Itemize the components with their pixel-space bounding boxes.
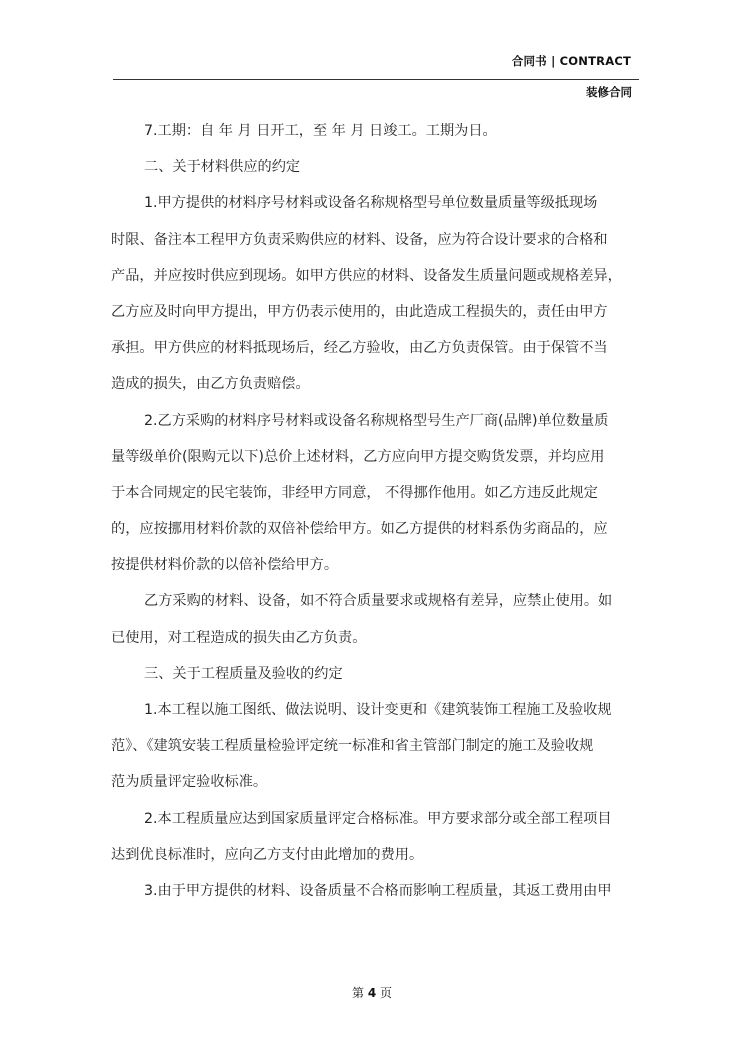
clause-line: 2.乙方采购的材料序号材料或设备名称规格型号生产厂商(品牌)单位数量质 <box>144 412 609 429</box>
page-number: 4 <box>367 986 377 1000</box>
clause-line: 乙方应及时向甲方提出，甲方仍表示使用的，由此造成工程损失的，责任由甲方 <box>111 303 608 320</box>
clause-line: 的，应按挪用材料价款的双倍补偿给甲方。如乙方提供的材料系伪劣商品的，应 <box>111 521 608 538</box>
contract-body <box>111 113 631 909</box>
clause-line: 1.本工程以施工图纸、做法说明、设计变更和《建筑装饰工程施工及验收规 <box>144 702 612 718</box>
header-title: 合同书 | CONTRACT <box>511 54 631 68</box>
clause-line: 范为质量评定验收标准。 <box>111 774 268 791</box>
clause-line: 于本合同规定的民宅装饰，非经甲方同意， 不得挪作他用。如乙方违反此规定 <box>111 484 598 501</box>
clause-line: 时限、备注本工程甲方负责采购供应的材料、设备，应为符合设计要求的合格和 <box>111 231 608 248</box>
page-prefix: 第 <box>351 986 364 1000</box>
clause-line: 产品，并应按时供应到现场。如甲方供应的材料、设备发生质量问题或规格差异， <box>111 267 622 284</box>
clause-line: 7.工期：自 年 月 日开工，至 年 月 日竣工。工期为日。 <box>144 123 497 139</box>
clause-line: 3.由于甲方提供的材料、设备质量不合格而影响工程质量，其返工费用由甲 <box>144 882 612 899</box>
clause-line: 2.本工程质量应达到国家质量评定合格标准。甲方要求部分或全部工程项目 <box>144 810 612 827</box>
section-heading: 二、关于材料供应的约定 <box>144 159 301 176</box>
header-divider <box>113 79 639 80</box>
clause-line: 达到优良标准时，应向乙方支付由此增加的费用。 <box>111 846 424 863</box>
clause-line: 已使用，对工程造成的损失由乙方负责。 <box>111 629 367 646</box>
clause-line: 1.甲方提供的材料序号材料或设备名称规格型号单位数量质量等级抵现场 <box>144 195 598 212</box>
section-heading: 三、关于工程质量及验收的约定 <box>144 665 343 682</box>
header-subtitle: 装修合同 <box>586 85 632 99</box>
clause-line: 乙方采购的材料、设备，如不符合质量要求或规格有差异，应禁止使用。如 <box>144 593 613 610</box>
clause-line: 造成的损失，由乙方负责赔偿。 <box>111 376 310 393</box>
clause-line: 承担。甲方供应的材料抵现场后，经乙方验收，由乙方负责保管。由于保管不当 <box>111 340 608 357</box>
clause-line: 按提供材料价款的以倍补偿给甲方。 <box>111 557 339 574</box>
page-footer <box>0 984 744 1001</box>
clause-line: 量等级单价(限购元以下)总价上述材料，乙方应向甲方提交购货发票，并均应用 <box>111 448 605 465</box>
page-suffix: 页 <box>380 986 393 1000</box>
clause-line: 范》、《建筑安装工程质量检验评定统一标准和省主管部门制定的施工及验收规 <box>111 738 594 755</box>
